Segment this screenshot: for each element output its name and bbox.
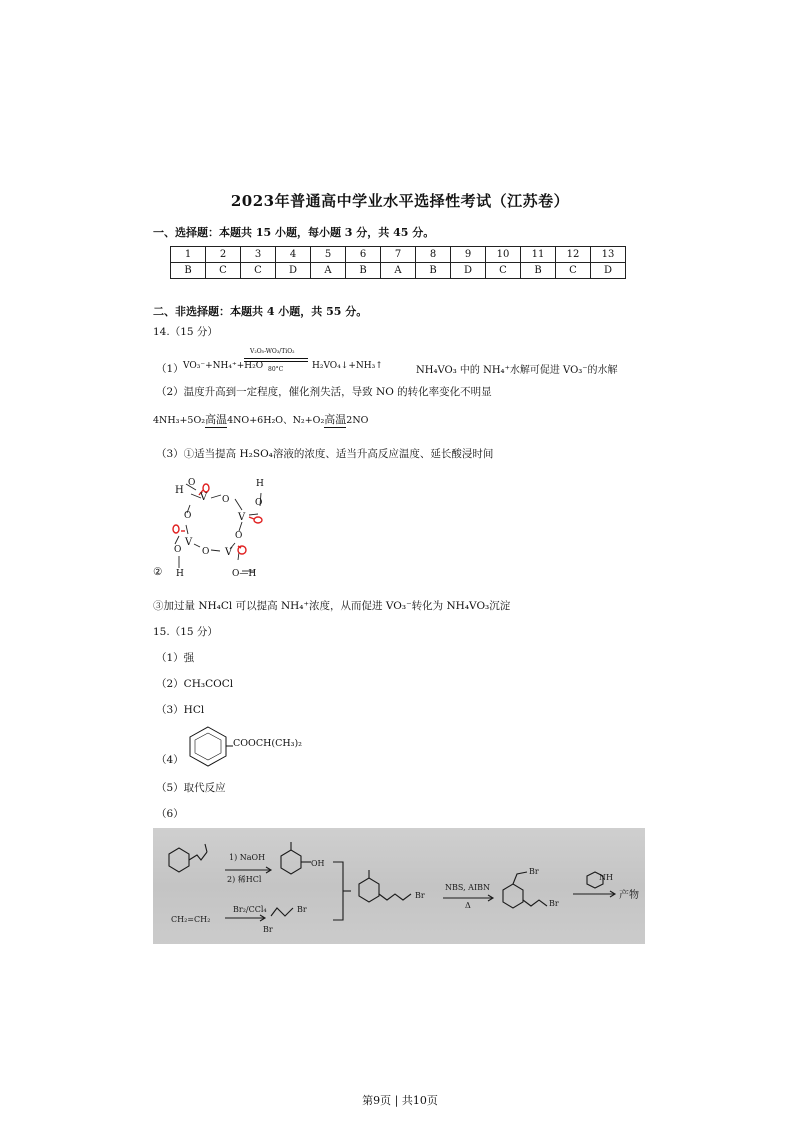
q14-p2: （2）温度升高到一定程度，催化剂失活，导致 NO 的转化率变化不明显 (156, 386, 492, 398)
eq-cond-1: 高温 (205, 413, 228, 426)
hw-br-4: Br (529, 867, 539, 876)
o-atom: O (222, 495, 230, 505)
question-number-cell: 4 (276, 247, 311, 263)
page-title: 2023年普通高中学业水平选择性考试（江苏卷） (230, 192, 570, 210)
v-atom: V (225, 547, 233, 558)
q14-p1-label: （1） (156, 363, 184, 375)
q15-p6: （6） (156, 808, 184, 820)
hw-br-5: Br (549, 899, 559, 908)
answer-choice-cell: C (241, 263, 276, 279)
eq-a-right: 4NO+6H₂O、N₂+O₂ (227, 415, 325, 426)
section2-heading: 二、非选择题：本题共 4 小题，共 55 分。 (153, 305, 368, 318)
eq-cond-2: 高温 (324, 413, 347, 426)
answer-choice-cell: A (311, 263, 346, 279)
answer-choice-cell: B (171, 263, 206, 279)
hw-product: 产物 (619, 890, 639, 901)
vanadate-ring-structure (150, 468, 290, 580)
answer-choice-cell: B (416, 263, 451, 279)
reaction-arrow-2 (244, 361, 308, 362)
question-number-cell: 3 (241, 247, 276, 263)
q14-p1-note: NH₄VO₃ 中的 NH₄⁺水解可促进 VO₃⁻的水解 (416, 365, 618, 376)
q14-header: 14.（15 分） (153, 326, 218, 338)
o-atom: O (188, 478, 196, 488)
o-atom: O (184, 511, 192, 521)
q15-p1: （1）强 (156, 652, 195, 664)
q15-p3: （3）HCl (156, 704, 205, 716)
question-number-cell: 11 (521, 247, 556, 263)
q14-p1-right: H₂VO₄↓+NH₃↑ (312, 361, 383, 371)
hw-ethene: CH₂=CH₂ (171, 915, 211, 924)
hw-oh: OH (311, 859, 325, 868)
answer-choice-cell: B (346, 263, 381, 279)
q15-p4-label: （4） (156, 754, 184, 766)
question-number-cell: 10 (486, 247, 521, 263)
question-number-cell: 6 (346, 247, 381, 263)
answer-choice-cell: A (381, 263, 416, 279)
answer-choice-cell: B (521, 263, 556, 279)
q15-p4-group: COOCH(CH₃)₂ (233, 738, 302, 749)
answer-choice-cell: C (556, 263, 591, 279)
q14-p1-left: VO₃⁻+NH₄⁺+H₂O (183, 361, 264, 371)
hw-br-2: Br (297, 905, 307, 914)
o-atom: O (174, 545, 182, 555)
o-atom: O (202, 547, 210, 557)
answer-table (170, 246, 626, 279)
q14-p1-cond-bottom: 80°C (268, 366, 284, 373)
hw-nh: NH (599, 873, 613, 882)
answer-choice-cell: C (206, 263, 241, 279)
section1-heading: 一、选择题：本题共 15 小题，每小题 3 分，共 45 分。 (153, 226, 435, 239)
table-row-choices (171, 263, 626, 279)
hw-nbs: NBS, AIBN (445, 883, 490, 892)
hw-br-3: Br (415, 891, 425, 900)
page-footer: 第9页 | 共10页 (362, 1094, 438, 1107)
answer-choice-cell: D (591, 263, 626, 279)
table-row-numbers (171, 247, 626, 263)
v-atom: V (238, 512, 246, 523)
hw-br-1: Br (263, 925, 273, 934)
question-number-cell: 12 (556, 247, 591, 263)
hw-br2: Br₂/CCl₄ (233, 905, 267, 914)
question-number-cell: 13 (591, 247, 626, 263)
question-number-cell: 7 (381, 247, 416, 263)
reaction-arrow (244, 358, 308, 359)
handwritten-synthesis-photo (153, 828, 645, 944)
question-number-cell: 9 (451, 247, 486, 263)
hw-reagent-2: 2) 稀HCl (227, 875, 262, 884)
q15-header: 15.（15 分） (153, 626, 218, 638)
hw-delta: Δ (465, 901, 471, 910)
q14-p1-cond-top: V₂O₅-WO₃/TiO₂ (250, 348, 295, 355)
o-atom: O (235, 531, 243, 541)
question-number-cell: 1 (171, 247, 206, 263)
v-atom: V (200, 492, 208, 503)
q15-p2: （2）CH₃COCl (156, 678, 234, 690)
o-atom: O (255, 498, 263, 508)
h-atom: H (175, 485, 184, 496)
answer-choice-cell: D (276, 263, 311, 279)
eq-b-right: 2NO (346, 415, 369, 426)
o-h-group: O—H (232, 569, 257, 579)
hw-reagent-1: 1) NaOH (229, 853, 266, 862)
benzene-ring-structure (183, 724, 233, 768)
question-number-cell: 2 (206, 247, 241, 263)
v-atom: V (185, 537, 193, 548)
eq-a-left: 4NH₃+5O₂ (153, 415, 206, 426)
h-atom: H (176, 569, 184, 579)
question-number-cell: 5 (311, 247, 346, 263)
q15-p5: （5）取代反应 (156, 782, 226, 794)
answer-choice-cell: C (486, 263, 521, 279)
q14-p3-circle2: ② (153, 566, 163, 578)
answer-choice-cell: D (451, 263, 486, 279)
q14-p3: （3）①适当提高 H₂SO₄溶液的浓度、适当升高反应温度、延长酸浸时间 (156, 448, 494, 460)
question-number-cell: 8 (416, 247, 451, 263)
q14-p3-3: ③加过量 NH₄Cl 可以提高 NH₄⁺浓度，从而促进 VO₃⁻转化为 NH₄VO₃沉淀 (153, 600, 511, 612)
h-atom: H (256, 479, 264, 489)
